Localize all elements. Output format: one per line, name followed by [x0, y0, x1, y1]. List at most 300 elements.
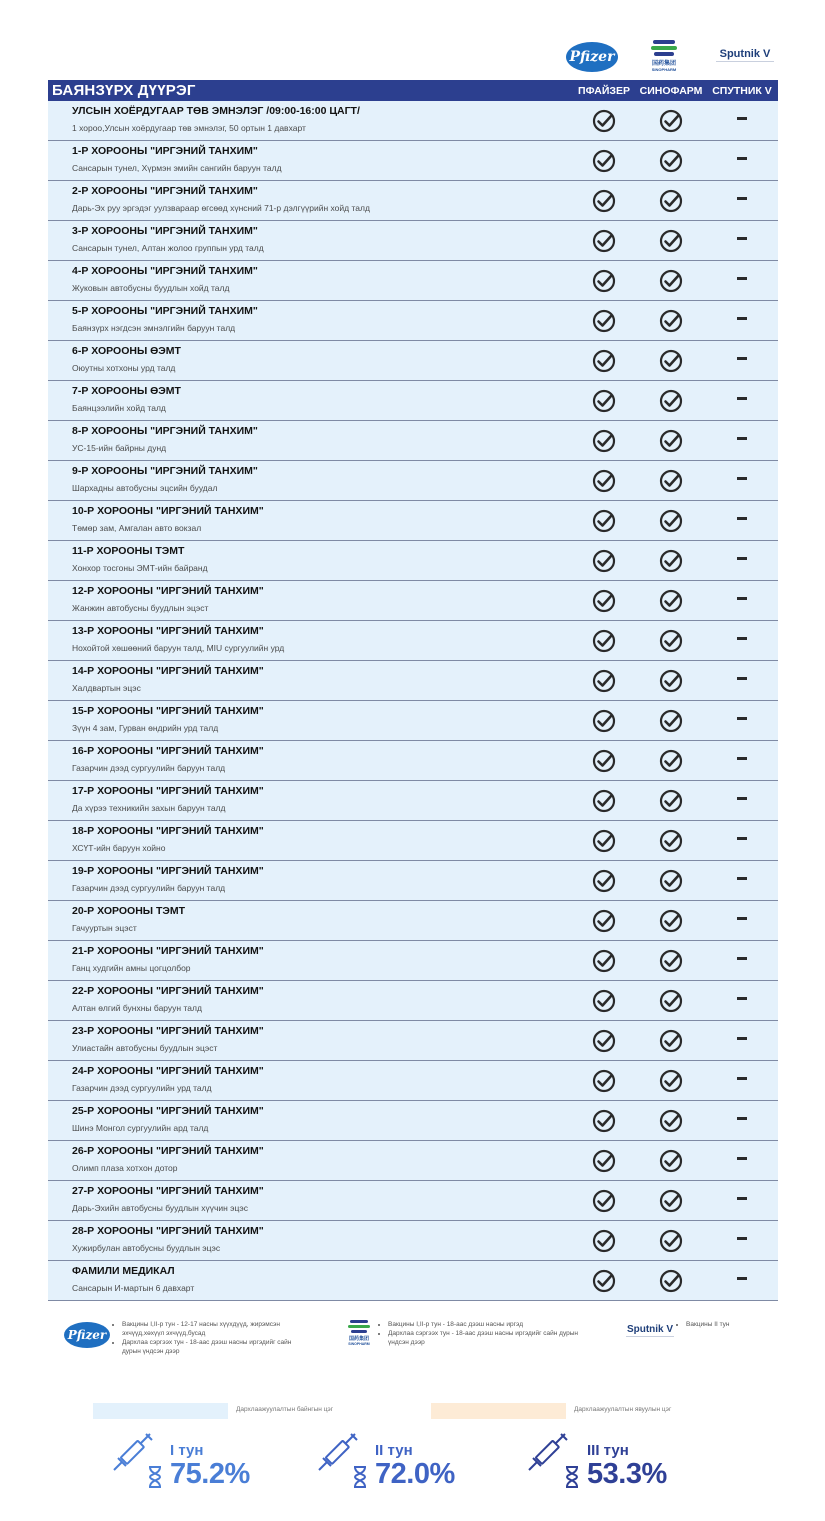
check-icon	[659, 509, 683, 533]
legend-sputnik-notes	[676, 1320, 786, 1329]
check-icon	[592, 749, 616, 773]
check-icon	[659, 349, 683, 373]
mobile-point-swatch	[431, 1403, 566, 1419]
pfizer-availability	[572, 709, 636, 733]
dash-icon	[737, 677, 747, 680]
hourglass-icon	[148, 1466, 162, 1488]
location-info	[48, 104, 572, 138]
sinopharm-availability	[636, 1149, 706, 1173]
location-address: Сансарын тунел, Алтан жолоо группын урд талд	[72, 242, 264, 253]
dash-icon	[737, 117, 747, 120]
location-address: Дарь-Эх руу эргэдэг уулзвараар өгсөөд хүнсний 71-р дэлгүүрийн хойд талд	[72, 202, 370, 213]
check-icon	[659, 549, 683, 573]
pfizer-availability	[572, 429, 636, 453]
sinopharm-availability	[636, 829, 706, 853]
pfizer-availability	[572, 829, 636, 853]
sinopharm-availability	[636, 749, 706, 773]
column-header-pfizer: ПФАЙЗЕР	[578, 84, 630, 97]
dash-icon	[737, 397, 747, 400]
check-icon	[592, 269, 616, 293]
sinopharm-availability	[636, 789, 706, 813]
mobile-point-label: Дархлаажуулалтын явуулын цэг	[574, 1406, 672, 1413]
location-info	[48, 224, 572, 258]
check-icon	[659, 709, 683, 733]
sinopharm-availability	[636, 989, 706, 1013]
check-icon	[592, 229, 616, 253]
location-info	[48, 824, 572, 858]
sinopharm-availability	[636, 869, 706, 893]
sinopharm-availability	[636, 1029, 706, 1053]
vaccination-point-types	[93, 1403, 733, 1421]
check-icon	[592, 509, 616, 533]
check-icon	[592, 989, 616, 1013]
location-info	[48, 584, 572, 618]
location-address: ХСҮТ-ийн баруун хойно	[72, 842, 166, 853]
dash-icon	[737, 757, 747, 760]
sinopharm-availability	[636, 229, 706, 253]
pfizer-logo: Pfizer	[566, 42, 618, 72]
check-icon	[592, 709, 616, 733]
location-info	[48, 1024, 572, 1058]
legend-sinopharm-logo-en: SINOPHARM	[348, 1342, 370, 1346]
legend-sinopharm-logo	[346, 1318, 372, 1346]
location-title: 24-Р ХОРООНЫ "ИРГЭНИЙ ТАНХИМ"	[72, 1064, 264, 1077]
table-row	[48, 381, 778, 421]
check-icon	[659, 469, 683, 493]
location-title: 1-Р ХОРООНЫ "ИРГЭНИЙ ТАНХИМ"	[72, 144, 258, 157]
check-icon	[659, 829, 683, 853]
location-address: Газарчин дээд сургуулийн баруун талд	[72, 882, 226, 893]
check-icon	[659, 1029, 683, 1053]
location-address: 1 хороо,Улсын хоёрдугаар төв эмнэлэг, 50 ортын 1 давхарт	[72, 122, 306, 133]
sinopharm-availability	[636, 269, 706, 293]
dash-icon	[737, 517, 747, 520]
table-row	[48, 181, 778, 221]
pfizer-availability	[572, 949, 636, 973]
location-address: Баянцээлийн хойд талд	[72, 402, 166, 413]
location-address: Дарь-Эхийн автобусны буудлын хүүчин эцэс	[72, 1202, 248, 1213]
location-title: 18-Р ХОРООНЫ "ИРГЭНИЙ ТАНХИМ"	[72, 824, 264, 837]
pfizer-availability	[572, 1069, 636, 1093]
sinopharm-availability	[636, 189, 706, 213]
check-icon	[592, 349, 616, 373]
check-icon	[659, 309, 683, 333]
check-icon	[659, 989, 683, 1013]
table-row	[48, 261, 778, 301]
dash-icon	[737, 1277, 747, 1280]
sinopharm-availability	[636, 1109, 706, 1133]
sinopharm-availability	[636, 949, 706, 973]
location-title: 3-Р ХОРООНЫ "ИРГЭНИЙ ТАНХИМ"	[72, 224, 258, 237]
dash-icon	[737, 317, 747, 320]
check-icon	[592, 1069, 616, 1093]
check-icon	[592, 789, 616, 813]
check-icon	[592, 149, 616, 173]
location-title: ФАМИЛИ МЕДИКАЛ	[72, 1264, 175, 1277]
location-title: 25-Р ХОРООНЫ "ИРГЭНИЙ ТАНХИМ"	[72, 1104, 264, 1117]
location-title: 11-Р ХОРООНЫ ТЭМТ	[72, 544, 185, 557]
table-body	[48, 101, 778, 1301]
location-title: 7-Р ХОРООНЫ ӨЭМТ	[72, 384, 181, 397]
location-address: Хужирбулан автобусны буудлын эцэс	[72, 1242, 221, 1253]
location-address: Гачууртын эцэст	[72, 922, 137, 933]
sinopharm-logo	[646, 38, 682, 76]
location-title: 13-Р ХОРООНЫ "ИРГЭНИЙ ТАНХИМ"	[72, 624, 264, 637]
hourglass-icon	[565, 1466, 579, 1488]
legend-pfizer-notes	[112, 1320, 302, 1356]
check-icon	[659, 1269, 683, 1293]
dash-icon	[737, 1197, 747, 1200]
location-address: Газарчин дээд сургуулийн баруун талд	[72, 762, 226, 773]
location-address: Зүүн 4 зам, Гурван өндрийн урд талд	[72, 722, 219, 733]
table-row	[48, 781, 778, 821]
check-icon	[659, 789, 683, 813]
pfizer-availability	[572, 1189, 636, 1213]
check-icon	[592, 1109, 616, 1133]
legend-sinopharm-logo-cn: 国药集团	[348, 1336, 369, 1342]
sinopharm-logo-cn: 国药集团	[651, 61, 676, 67]
check-icon	[592, 189, 616, 213]
check-icon	[659, 869, 683, 893]
check-icon	[659, 1189, 683, 1213]
check-icon	[592, 1229, 616, 1253]
sinopharm-availability	[636, 469, 706, 493]
dose-2-stat	[315, 1430, 485, 1500]
table-row	[48, 421, 778, 461]
check-icon	[592, 589, 616, 613]
location-title: 5-Р ХОРООНЫ "ИРГЭНИЙ ТАНХИМ"	[72, 304, 258, 317]
dash-icon	[737, 957, 747, 960]
table-row	[48, 1021, 778, 1061]
pfizer-availability	[572, 669, 636, 693]
location-address: Шинэ Монгол сургуулийн ард талд	[72, 1122, 209, 1133]
pfizer-availability	[572, 1109, 636, 1133]
hourglass-icon	[353, 1466, 367, 1488]
pfizer-availability	[572, 1229, 636, 1253]
location-info	[48, 1224, 572, 1258]
location-info	[48, 424, 572, 458]
dose-3-label: III тун	[587, 1442, 629, 1459]
location-info	[48, 504, 572, 538]
table-header	[48, 80, 778, 101]
legend-sinopharm-note: • Вакцины I,II-р тун - 18-аас дээш насны иргэд	[388, 1320, 588, 1329]
location-title: 16-Р ХОРООНЫ "ИРГЭНИЙ ТАНХИМ"	[72, 744, 264, 757]
check-icon	[659, 629, 683, 653]
dash-icon	[737, 197, 747, 200]
location-title: 27-Р ХОРООНЫ "ИРГЭНИЙ ТАНХИМ"	[72, 1184, 264, 1197]
sinopharm-availability	[636, 109, 706, 133]
check-icon	[592, 549, 616, 573]
table-row	[48, 1101, 778, 1141]
check-icon	[659, 149, 683, 173]
sinopharm-availability	[636, 669, 706, 693]
column-header-sputnik: СПУТНИК V	[712, 84, 772, 97]
sputnik-logo	[710, 48, 780, 66]
sinopharm-availability	[636, 309, 706, 333]
location-title: 9-Р ХОРООНЫ "ИРГЭНИЙ ТАНХИМ"	[72, 464, 258, 477]
table-row	[48, 1061, 778, 1101]
location-address: Алтан өлгий бунхны баруун талд	[72, 1002, 202, 1013]
pfizer-availability	[572, 269, 636, 293]
location-info	[48, 1104, 572, 1138]
syringe-icon	[525, 1432, 569, 1476]
legend-sputnik-logo-text: Sputnik V	[626, 1324, 674, 1335]
check-icon	[592, 309, 616, 333]
sputnik-logo-text: Sputnik V	[719, 48, 771, 60]
location-info	[48, 1184, 572, 1218]
dash-icon	[737, 557, 747, 560]
check-icon	[592, 1269, 616, 1293]
location-info	[48, 944, 572, 978]
check-icon	[659, 109, 683, 133]
dash-icon	[737, 717, 747, 720]
table-row	[48, 861, 778, 901]
pfizer-availability	[572, 349, 636, 373]
table-row	[48, 581, 778, 621]
location-address: УС-15-ийн байрны дунд	[72, 442, 167, 453]
location-address: Жанжин автобусны буудлын эцэст	[72, 602, 209, 613]
location-info	[48, 144, 572, 178]
dash-icon	[737, 1037, 747, 1040]
pfizer-availability	[572, 909, 636, 933]
table-row	[48, 1181, 778, 1221]
table-row	[48, 1141, 778, 1181]
sinopharm-availability	[636, 549, 706, 573]
location-info	[48, 704, 572, 738]
pfizer-availability	[572, 869, 636, 893]
table-row	[48, 661, 778, 701]
location-info	[48, 984, 572, 1018]
location-address: Ганц худгийн амны цогцолбор	[72, 962, 191, 973]
dash-icon	[737, 917, 747, 920]
location-title: 4-Р ХОРООНЫ "ИРГЭНИЙ ТАНХИМ"	[72, 264, 258, 277]
check-icon	[659, 389, 683, 413]
location-address: Халдвартын эцэс	[72, 682, 141, 693]
check-icon	[659, 749, 683, 773]
dose-2-label: II тун	[375, 1442, 413, 1459]
location-title: 15-Р ХОРООНЫ "ИРГЭНИЙ ТАНХИМ"	[72, 704, 264, 717]
sinopharm-availability	[636, 909, 706, 933]
pfizer-availability	[572, 109, 636, 133]
sinopharm-availability	[636, 709, 706, 733]
location-address: Шархадны автобусны эцсийн буудал	[72, 482, 218, 493]
dose-3-stat	[525, 1430, 705, 1500]
dose-2-value: 72.0%	[375, 1458, 455, 1490]
dash-icon	[737, 597, 747, 600]
location-title: 20-Р ХОРООНЫ ТЭМТ	[72, 904, 186, 917]
check-icon	[592, 949, 616, 973]
pfizer-availability	[572, 149, 636, 173]
legend-sinopharm-note: • Дархлаа сэргээх тун - 18-аас дээш насны иргэдийг сайн дурын үндсэн дээр	[388, 1329, 588, 1347]
dash-icon	[737, 237, 747, 240]
location-info	[48, 744, 572, 778]
check-icon	[592, 1029, 616, 1053]
location-address: Улиастайн автобусны буудлын эцэст	[72, 1042, 218, 1053]
check-icon	[592, 429, 616, 453]
check-icon	[592, 1149, 616, 1173]
check-icon	[659, 1069, 683, 1093]
location-title: 17-Р ХОРООНЫ "ИРГЭНИЙ ТАНХИМ"	[72, 784, 264, 797]
table-row	[48, 821, 778, 861]
location-info	[48, 784, 572, 818]
pfizer-availability	[572, 509, 636, 533]
location-info	[48, 464, 572, 498]
check-icon	[659, 1149, 683, 1173]
check-icon	[659, 669, 683, 693]
dash-icon	[737, 1077, 747, 1080]
location-title: 19-Р ХОРООНЫ "ИРГЭНИЙ ТАНХИМ"	[72, 864, 264, 877]
vaccination-points-table	[48, 80, 778, 1301]
check-icon	[659, 229, 683, 253]
column-header-sinopharm: СИНОФАРМ	[639, 84, 703, 97]
location-address: Олимп плаза хотхон дотор	[72, 1162, 178, 1173]
pfizer-availability	[572, 549, 636, 573]
dash-icon	[737, 1117, 747, 1120]
location-info	[48, 304, 572, 338]
dash-icon	[737, 637, 747, 640]
check-icon	[659, 589, 683, 613]
table-row	[48, 901, 778, 941]
check-icon	[659, 1109, 683, 1133]
vaccine-logos	[560, 38, 785, 78]
location-info	[48, 904, 572, 938]
pfizer-availability	[572, 469, 636, 493]
dash-icon	[737, 997, 747, 1000]
check-icon	[592, 389, 616, 413]
check-icon	[592, 1189, 616, 1213]
location-address: Баянзүрх нэгдсэн эмнэлгийн баруун талд	[72, 322, 236, 333]
table-row	[48, 1221, 778, 1261]
legend-sinopharm-notes	[378, 1320, 588, 1347]
location-address: Төмөр зам, Амгалан авто вокзал	[72, 522, 202, 533]
location-title: 6-Р ХОРООНЫ ӨЭМТ	[72, 344, 181, 357]
dash-icon	[737, 837, 747, 840]
table-row	[48, 461, 778, 501]
sinopharm-availability	[636, 349, 706, 373]
location-address: Да хүрээ техникийн захын баруун талд	[72, 802, 226, 813]
check-icon	[592, 109, 616, 133]
location-address: Сансарын И-мартын 6 давхарт	[72, 1282, 195, 1293]
sinopharm-availability	[636, 1229, 706, 1253]
dash-icon	[737, 1157, 747, 1160]
check-icon	[592, 829, 616, 853]
dash-icon	[737, 277, 747, 280]
location-info	[48, 264, 572, 298]
location-title: 2-Р ХОРООНЫ "ИРГЭНИЙ ТАНХИМ"	[72, 184, 258, 197]
dose-1-stat	[110, 1430, 270, 1500]
table-row	[48, 541, 778, 581]
location-address: Сансарын тунел, Хүрмэн эмийн сангийн баруун талд	[72, 162, 282, 173]
table-row	[48, 221, 778, 261]
location-info	[48, 184, 572, 218]
vaccine-legend	[60, 1316, 780, 1376]
legend-sputnik-logo	[620, 1324, 680, 1340]
location-info	[48, 664, 572, 698]
sinopharm-availability	[636, 629, 706, 653]
location-title: 23-Р ХОРООНЫ "ИРГЭНИЙ ТАНХИМ"	[72, 1024, 264, 1037]
location-title: 28-Р ХОРООНЫ "ИРГЭНИЙ ТАНХИМ"	[72, 1224, 264, 1237]
location-info	[48, 624, 572, 658]
sinopharm-availability	[636, 1069, 706, 1093]
table-row	[48, 1261, 778, 1301]
location-info	[48, 344, 572, 378]
dash-icon	[737, 1237, 747, 1240]
dash-icon	[737, 157, 747, 160]
check-icon	[592, 909, 616, 933]
location-address: Оюутны хотхоны урд талд	[72, 362, 176, 373]
location-info	[48, 1064, 572, 1098]
check-icon	[592, 669, 616, 693]
legend-pfizer-note: • Вакцины I,II-р тун - 12-17 насны хүүхдүүд, жирэмсэн эхчүүд,хөхүүл эхчүүд,бусад	[122, 1320, 302, 1338]
sinopharm-logo-en: SINOPHARM	[651, 67, 677, 72]
location-info	[48, 384, 572, 418]
pfizer-availability	[572, 229, 636, 253]
sinopharm-availability	[636, 149, 706, 173]
district-title: БАЯНЗҮРХ ДҮҮРЭГ	[52, 82, 196, 99]
location-info	[48, 1264, 572, 1298]
check-icon	[659, 429, 683, 453]
table-row	[48, 941, 778, 981]
pfizer-availability	[572, 189, 636, 213]
permanent-point-label: Дархлаажуулалтын байнгын цэг	[236, 1406, 334, 1413]
table-row	[48, 501, 778, 541]
check-icon	[659, 189, 683, 213]
dose-1-value: 75.2%	[170, 1458, 250, 1490]
location-title: 8-Р ХОРООНЫ "ИРГЭНИЙ ТАНХИМ"	[72, 424, 258, 437]
location-address: Нохойтой хөшөөний баруун талд, MIU сургуулийн урд	[72, 642, 285, 653]
table-row	[48, 101, 778, 141]
check-icon	[592, 469, 616, 493]
table-row	[48, 141, 778, 181]
location-title: УЛСЫН ХОЁРДУГААР ТӨВ ЭМНЭЛЭГ /09:00-16:00 ЦАГТ/	[72, 104, 360, 117]
legend-sputnik-note: • Вакцины II тун	[686, 1320, 786, 1329]
location-info	[48, 544, 572, 578]
sinopharm-availability	[636, 1269, 706, 1293]
pfizer-availability	[572, 1149, 636, 1173]
table-row	[48, 981, 778, 1021]
location-address: Газарчин дээд сургуулийн урд талд	[72, 1082, 212, 1093]
dose-1-label: I тун	[170, 1442, 204, 1459]
pfizer-availability	[572, 989, 636, 1013]
legend-pfizer-note: • Дархлаа сэргээх тун - 18-аас дээш насны иргэдийг сайн дурын үндсэн дээр	[122, 1338, 302, 1356]
permanent-point-swatch	[93, 1403, 228, 1419]
dash-icon	[737, 877, 747, 880]
location-title: 21-Р ХОРООНЫ "ИРГЭНИЙ ТАНХИМ"	[72, 944, 264, 957]
table-row	[48, 301, 778, 341]
check-icon	[659, 1229, 683, 1253]
sinopharm-availability	[636, 389, 706, 413]
dash-icon	[737, 357, 747, 360]
check-icon	[592, 869, 616, 893]
check-icon	[659, 269, 683, 293]
table-row	[48, 341, 778, 381]
dash-icon	[737, 477, 747, 480]
sinopharm-availability	[636, 589, 706, 613]
location-title: 22-Р ХОРООНЫ "ИРГЭНИЙ ТАНХИМ"	[72, 984, 264, 997]
location-address: Хонхор тосгоны ЭМТ-ийн байранд	[72, 562, 208, 573]
table-row	[48, 741, 778, 781]
location-title: 12-Р ХОРООНЫ "ИРГЭНИЙ ТАНХИМ"	[72, 584, 264, 597]
sinopharm-availability	[636, 1189, 706, 1213]
pfizer-availability	[572, 789, 636, 813]
sinopharm-availability	[636, 429, 706, 453]
check-icon	[592, 629, 616, 653]
pfizer-availability	[572, 589, 636, 613]
table-row	[48, 621, 778, 661]
check-icon	[659, 949, 683, 973]
dash-icon	[737, 437, 747, 440]
table-row	[48, 701, 778, 741]
